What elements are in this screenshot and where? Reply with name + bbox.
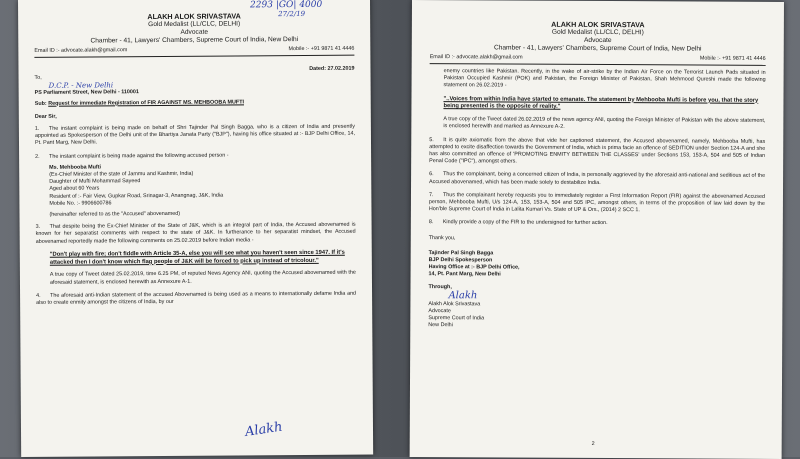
complainant-line: Having Office at :- BJP Delhi Office, [428, 264, 520, 271]
complainant-block [429, 250, 765, 281]
accused-line: Mobile No. :- 9906600786 [49, 200, 112, 207]
advocate-line: Advocate [428, 308, 451, 315]
letter-page-2 [410, 0, 784, 459]
page-number: 2 [591, 440, 595, 447]
referred-note: (hereinafter referred to as the "Accused" abovenamed) [49, 210, 181, 218]
accused-details [35, 162, 355, 207]
paragraph-8: 8. Kindly provide a copy of the FIR to the undersigned for further action. [428, 219, 608, 227]
letter-page-1 [18, 0, 373, 457]
letterhead-medal: Gold Medalist (LL/CLC, DELHI) [148, 20, 241, 29]
paragraph-3: 3. That despite being the Ex-Chief Minister of the State of J&K, which is an integral part of India, the Accused abovenamed is known for her separatist comments with respect to the state of J&K. In furtherance to her separatist mindset, the Accused abovenamed reportedly made the following comments on 25.02.2019 before Indian media - [35, 221, 356, 245]
paragraph-number: 1. [34, 125, 40, 132]
accused-line: Aged about 60 Years [49, 185, 100, 193]
signature: Alakh [244, 419, 284, 440]
paragraph-2: 2. The instant complaint is being made against the following accused person - [35, 152, 229, 160]
complainant-line: Tajinder Pal Singh Bagga [428, 249, 494, 257]
letterhead-role: Advocate [180, 28, 209, 36]
closing: Thank you, [428, 234, 456, 241]
letterhead-address: Chamber - 41, Lawyers' Chambers, Supreme Court of India, New Delhi [493, 44, 702, 53]
signature: Alakh [448, 290, 478, 302]
paragraph-1: 1. The instant complaint is being made on behalf of Shri Tajinder Pal Singh Bagga, who is a citizen of India and presently appointed as Spokesperson of the Delhi unit of the Bhartiya Janata Party ("BJP"), having his office situated at :- BJP Delhi Office, 14, Pt. Pant Marg, New Delhi. [34, 123, 355, 147]
paragraph-5: 5. It is quite axiomatic from the above that vide her captioned statement, the Accused abovenamed, namely, Mehbooba Mufti, has attempted to excite disaffection towards the Government of India, which is prima facie an offence of SEDITION under Section 124-A and she has also committed an offence of 'PROMOTING ENMITY BETWEEN THE CLASSES' under Sections 153, 153-A, 504 and 505 of Indian Penal Code ("IPC"), amongst others. [429, 136, 766, 165]
letterhead-email: Email ID :- advocate.alakh@gmail.com [34, 47, 128, 54]
paragraph-4: 4. The aforesaid anti-Indian statement of the accused Abovenamed is being used as a means to internationally defame India and also to create enmity amongst the citizens of India, by our [36, 290, 357, 306]
paragraph-number: 5. [429, 136, 434, 143]
paragraph-number: 8. [428, 219, 434, 226]
letterhead-medal: Gold Medalist (LL/CLC, DELHI) [551, 28, 644, 37]
handwritten-reference: 2293 |GO| 4000 [250, 0, 323, 11]
complainant-line: BJP Delhi Spokesperson [428, 257, 493, 264]
paragraph-number: 2. [35, 153, 40, 160]
letterhead-divider [34, 55, 354, 58]
accused-line: (Ex-Chief Minister of the state of Jammu and Kashmir, India) [49, 170, 194, 178]
accused-line: Daughter of Mufti Mohammad Sayeed [49, 178, 141, 186]
paragraph-6: 6. Thus the complainant, being a concerned citizen of India, is personally aggrieved by the aforesaid anti-national and seditious act of the Accused abovenamed, which has been made solely to destabilize India. [429, 171, 766, 186]
salutation: Dear Sir, [34, 113, 57, 120]
letterhead-address: Chamber - 41, Lawyers' Chambers, Supreme Court of India, New Delhi [90, 36, 299, 45]
paragraph-number: 4. [36, 292, 41, 299]
complainant-line: 14, Pt. Pant Marg, New Delhi [428, 271, 501, 278]
accused-line: Resident of :- Fair View, Gupkar Road, Srinagar-3, Anangnag, J&K, India [49, 192, 224, 200]
annexure-note: A true copy of Tweet dated 25.02.2019, time 6.25 PM, of reputed News Agency ANI, quoting the Accused abovenamed with the aforesaid statement, is enclosed herewith as Annexure A-1. [49, 270, 356, 286]
handwritten-date: 27/2/19 [278, 9, 306, 19]
subject-label: Sub: [34, 100, 47, 107]
letterhead-mobile: Mobile :- +91 9871 41 4446 [288, 45, 355, 53]
letterhead-name: ALAKH ALOK SRIVASTAVA [551, 19, 645, 30]
through-label: Through, [428, 283, 452, 290]
advocate-line: Supreme Court of India [428, 315, 485, 322]
letterhead-email: Email ID :- advocate.alakh@gmail.com [429, 54, 523, 61]
letterhead-mobile: Mobile :- +91 9871 41 4446 [699, 55, 766, 62]
quoted-statement: "Don't play with fire; don't fiddle with Article 35-A, else you will see what you haven't seen since 1947. If it's attacked then I don't know which flag people of J&K will be forced to pick up instead of tricolour." [49, 249, 345, 266]
letterhead-role: Advocate [584, 36, 612, 45]
letterhead [34, 9, 355, 55]
quoted-statement: "..Voices from within India have started to emanate. The statement by Mehbooba Mufti is before you, that the story being presented is the opposite of reality." [443, 95, 759, 111]
advocate-line: Alakh Alok Srivastava [428, 300, 481, 308]
advocate-line: New Delhi [428, 322, 453, 329]
letter-date: Dated: 27.02.2019 [309, 65, 355, 72]
recipient-handwritten: D.C.P. - New Delhi [48, 81, 114, 91]
recipient-address: PS Parliament Street, New Delhi - 110001 [34, 89, 139, 97]
letterhead-divider [430, 63, 766, 66]
to-label: To, [34, 75, 42, 82]
letterhead-name: ALAKH ALOK SRIVASTAVA [147, 11, 241, 22]
subject-text: Request for immediate Registration of FIR AGAINST MS. MEHBOOBA MUFTI [48, 99, 245, 107]
paragraph-7: 7. Thus the complainant hereby requests you to immediately register a First Information Report (FIR) against the abovenamed Accused person, Mehbooba Mufti, U/s 124-A, 153, 153-A, 504 and 505 IPC, amongst others, in terms of the proposition of law laid down by the Hon'ble Supreme Court of India in Lalita Kumari Vs. State of UP & Ors., (2014) 2 SCC 1. [428, 191, 765, 214]
paragraph-number: 6. [429, 171, 434, 178]
subject-line [35, 98, 355, 107]
paragraph-number: 7. [428, 191, 434, 198]
annexure-note: A true copy of the Tweet dated 26.02.2019 of the news agency ANI, quoting the Foreign Minister of Pakistan with the above statement, is enclosed herewith and marked as Annexure A-2. [443, 116, 766, 131]
accused-name: Ms. Mehbooba Mufti [49, 164, 102, 171]
advocate-block [428, 301, 764, 332]
continued-paragraph: enemy countries like Pakistan. Recently, in the wake of air-strike by the Indian Air Force on the Terrorist Launch Pads situated in Pakistan Occupied Kashmir (POK) and Pakistan, the Foreign Minister of Pakistan, Shah Mehmood Qureshi made the following statement on 26.02.2019 - [443, 68, 766, 89]
letterhead [430, 20, 766, 63]
paragraph-number: 3. [35, 224, 41, 231]
